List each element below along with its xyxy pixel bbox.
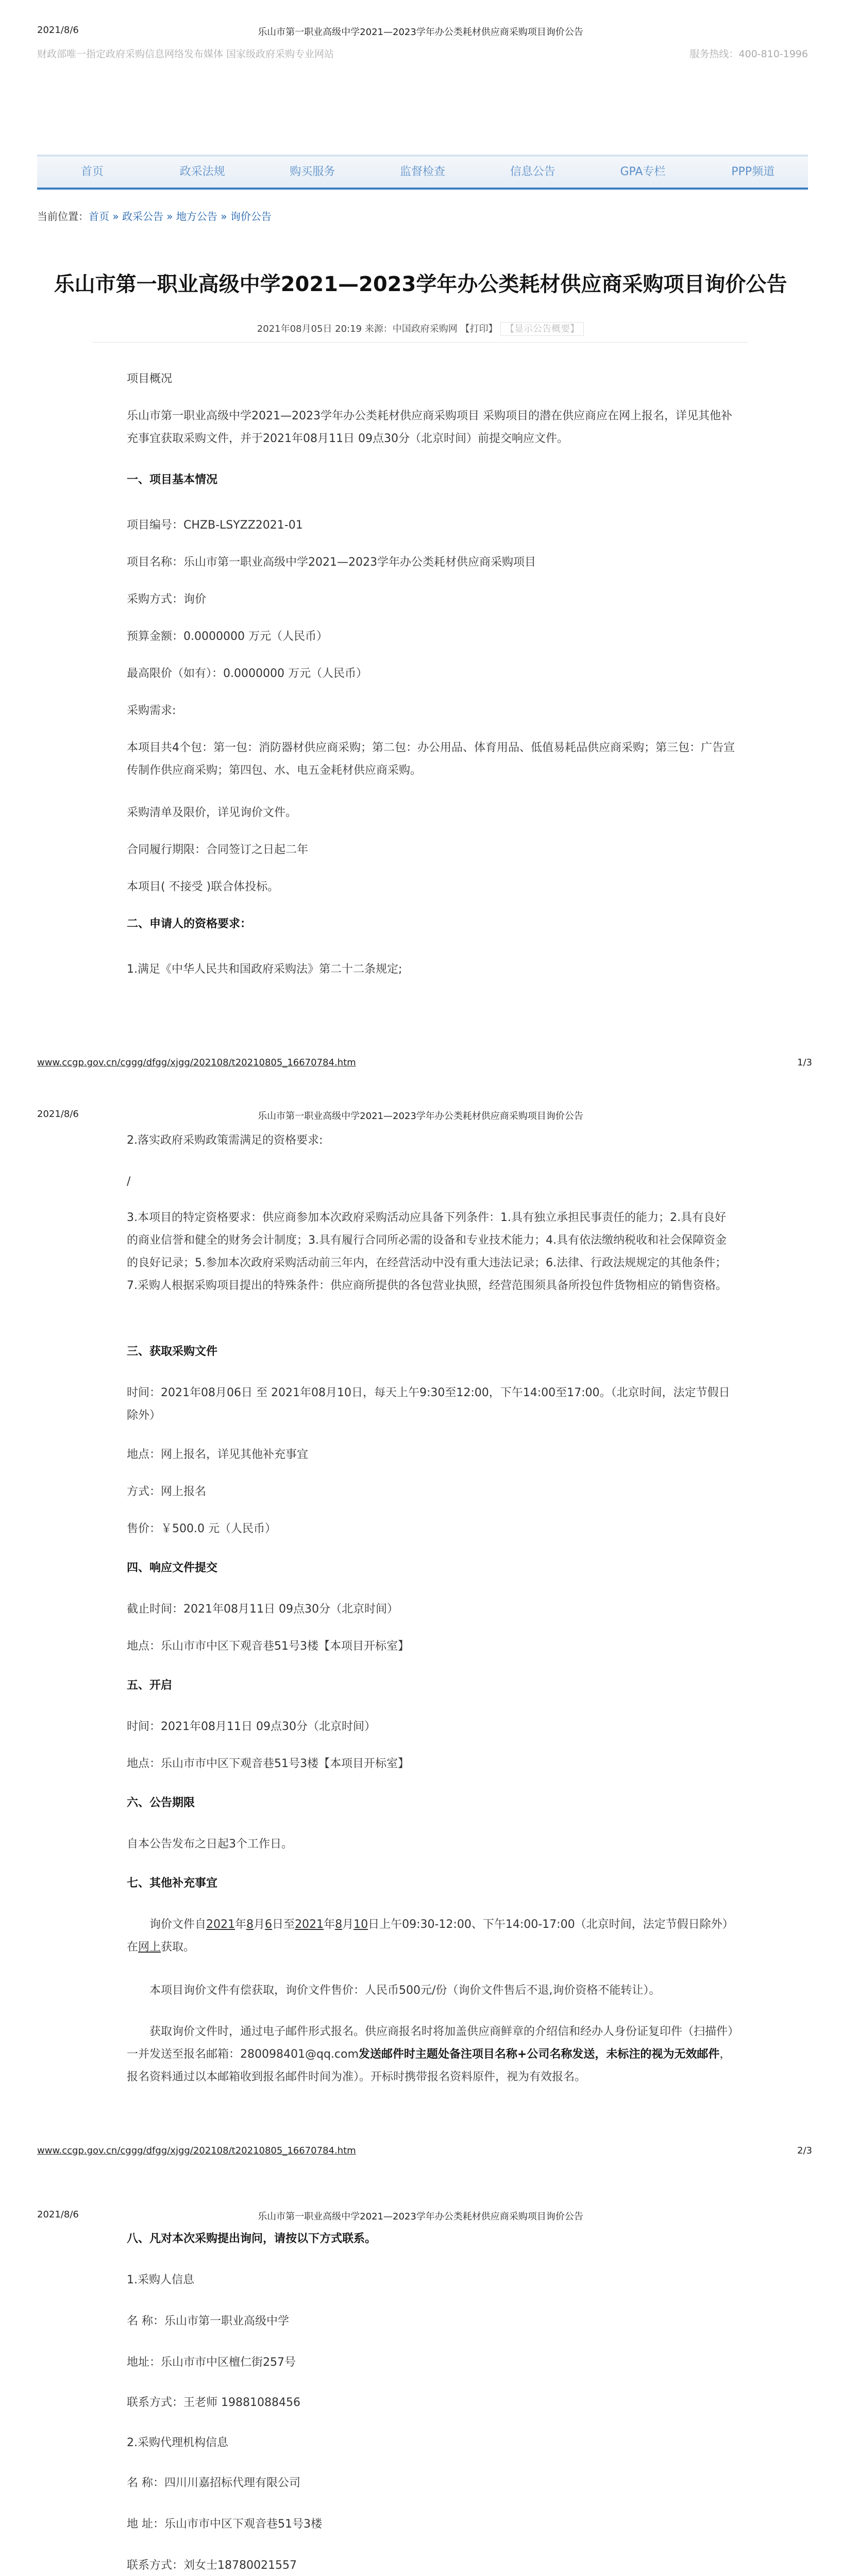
print-page-number: 2/3	[797, 2145, 812, 2156]
summary-button[interactable]: 【显示公告概要】	[500, 322, 584, 336]
para-get-place: 地点：网上报名，详见其他补充事宜	[127, 1448, 309, 1461]
text-fragment: 网上	[138, 1941, 161, 1954]
para-max-price: 最高限价（如有）：0.0000000 万元（人民币）	[127, 667, 367, 680]
para-get-time: 时间：2021年08月06日 至 2021年08月10日，每天上午9:30至12:00，下午14:00至17:00。（北京时间，法定节假日除外）	[127, 1386, 730, 1422]
print-page-2	[0, 1088, 841, 2176]
heading-open: 五、开启	[127, 1679, 173, 1692]
para-registration	[127, 2021, 735, 2089]
para-price-list: 采购清单及限价，详见询价文件。	[127, 806, 297, 819]
para-budget: 预算金额：0.0000000 万元（人民币）	[127, 630, 328, 643]
breadcrumb	[37, 208, 272, 223]
breadcrumb-label: 当前位置：	[37, 210, 89, 223]
heading-get-docs: 三、获取采购文件	[127, 1345, 218, 1358]
print-header	[0, 1109, 841, 1124]
para-open-time: 时间：2021年08月11日 09点30分（北京时间）	[127, 1720, 376, 1733]
article-meta	[0, 321, 841, 335]
para-get-method: 方式：网上报名	[127, 1485, 207, 1498]
main-nav	[37, 155, 808, 190]
nav-item-announcements[interactable]: 信息公告	[510, 165, 556, 178]
meta-text: 2021年08月05日 20:19 来源：中国政府采购网 【打印】	[257, 324, 498, 334]
site-tagline: 财政部唯一指定政府采购信息网络发布媒体 国家级政府采购专业网站	[37, 48, 334, 60]
print-header	[0, 2209, 841, 2225]
text-fragment: 获取。	[161, 1941, 195, 1954]
para-overview-label: 项目概况	[127, 372, 173, 385]
print-header-title: 乐山市第一职业高级中学2021—2023学年办公类耗材供应商采购项目询价公告	[258, 1111, 583, 1122]
para-buyer-name: 名 称：乐山市第一职业高级中学	[127, 2315, 289, 2328]
breadcrumb-home[interactable]: 首页	[89, 210, 109, 223]
text-fragment: 月	[254, 1918, 265, 1931]
para-open-place: 地点：乐山市市中区下观音巷51号3楼【本项目开标室】	[127, 1757, 409, 1770]
text-fragment: 月	[342, 1918, 354, 1931]
para-buyer-label: 1.采购人信息	[127, 2274, 194, 2286]
para-get-price: 售价：￥500.0 元（人民币）	[127, 1522, 276, 1535]
breadcrumb-sep: »	[109, 210, 122, 223]
para-contract-term: 合同履行期限：合同签订之日起二年	[127, 843, 309, 856]
para-qual-1: 1.满足《中华人民共和国政府采购法》第二十二条规定;	[127, 963, 402, 976]
para-consortium: 本项目( 不接受 )联合体投标。	[127, 880, 279, 893]
para-project-no: 项目编号：CHZB-LSYZZ2021-01	[127, 519, 303, 532]
para-demand-label: 采购需求:	[127, 704, 176, 717]
text-fragment: 8	[335, 1918, 343, 1931]
text-fragment: 发送邮件时主题处备注项目名称+公司名称发送，未标注的视为无效邮件	[358, 2048, 720, 2061]
nav-item-ppp[interactable]: PPP频道	[731, 165, 775, 178]
print-footer	[0, 2145, 841, 2161]
para-doc-period	[127, 1913, 735, 1959]
breadcrumb-sep: »	[163, 210, 176, 223]
para-buyer-address: 地址：乐山市市中区檀仁街257号	[127, 2356, 296, 2369]
para-agent-address: 地 址：乐山市市中区下观音巷51号3楼	[127, 2518, 322, 2531]
para-method: 采购方式：询价	[127, 593, 207, 606]
nav-item-services[interactable]: 购买服务	[290, 165, 335, 178]
text-fragment: 年	[324, 1918, 335, 1931]
heading-period: 六、公告期限	[127, 1797, 195, 1809]
para-qual-3: 3.本项目的特定资格要求：供应商参加本次政府采购活动应具备下列条件：1.具有独立承担民事责任的能力；2.具有良好的商业信誉和健全的财务会计制度；3.具有履行合同所必需的设备和专业技术能力；4.具有依法缴纳税收和社会保障资金的良好记录；5.参加本次政府采购活动前三年内，在经营活动中没有重大违法记录；6.法律、行政法规规定的其他条件；7.采购人根据采购项目提出的特殊条件：供应商所提供的各包营业执照，经营范围须具备所投包件货物相应的销售资格。	[127, 1211, 727, 1292]
text-fragment: 年	[235, 1918, 247, 1931]
print-date: 2021/8/6	[37, 1109, 79, 1120]
para-demand: 本项目共4个包：第一包：消防器材供应商采购；第二包：办公用品、体育用品、低值易耗品供应商采购；第三包：广告宣传制作供应商采购；第四包、水、电五金耗材供应商采购。	[127, 741, 735, 777]
heading-submit: 四、响应文件提交	[127, 1562, 218, 1574]
para-project-name: 项目名称：乐山市第一职业高级中学2021—2023学年办公类耗材供应商采购项目	[127, 556, 536, 569]
page-title: 乐山市第一职业高级中学2021—2023学年办公类耗材供应商采购项目询价公告	[54, 273, 787, 296]
print-header	[0, 25, 841, 40]
print-footer	[0, 1057, 841, 1073]
print-page-1	[0, 0, 841, 1088]
text-fragment: 询价文件自	[149, 1918, 207, 1931]
print-url: www.ccgp.gov.cn/cggg/dfgg/xjgg/202108/t20210805_16670784.htm	[37, 2145, 356, 2156]
para-period: 自本公告发布之日起3个工作日。	[127, 1838, 293, 1851]
nav-item-home[interactable]: 首页	[80, 165, 104, 178]
para-agent-label: 2.采购代理机构信息	[127, 2436, 228, 2449]
para-qual-2: 2.落实政府采购政策需满足的资格要求:	[127, 1134, 323, 1147]
para-doc-fee: 本项目询价文件有偿获取，询价文件售价：人民币500元/份（询价文件售后不退,询价资格不能转让）。	[149, 1984, 661, 1997]
print-header-title: 乐山市第一职业高级中学2021—2023学年办公类耗材供应商采购项目询价公告	[258, 27, 583, 38]
para-overview: 乐山市第一职业高级中学2021—2023学年办公类耗材供应商采购项目 采购项目的潜在供应商应在网上报名，详见其他补充事宜获取采购文件，并于2021年08月11日 09点30分（北京时间）前提交响应文件。	[127, 410, 732, 445]
para-agent-name: 名 称：四川川嘉招标代理有限公司	[127, 2477, 300, 2489]
text-fragment: 2021	[295, 1918, 324, 1931]
nav-item-regulations[interactable]: 政采法规	[179, 165, 225, 178]
print-page-3	[0, 2176, 841, 2576]
para-qual-2-value: /	[127, 1175, 131, 1188]
text-fragment: 8	[246, 1918, 254, 1931]
print-header-title: 乐山市第一职业高级中学2021—2023学年办公类耗材供应商采购项目询价公告	[258, 2211, 583, 2222]
print-page-number: 1/3	[797, 1057, 812, 1068]
para-agent-contact: 联系方式：刘女士18780021557	[127, 2559, 297, 2572]
para-buyer-contact: 联系方式：王老师 19881088456	[127, 2396, 300, 2409]
site-hotline: 服务热线：400-810-1996	[689, 48, 808, 60]
breadcrumb-notices[interactable]: 政采公告	[122, 210, 163, 223]
nav-item-supervision[interactable]: 监督检查	[400, 165, 446, 178]
breadcrumb-sep: »	[217, 210, 230, 223]
heading-qualification: 二、申请人的资格要求：	[127, 918, 252, 930]
para-submit-place: 地点：乐山市市中区下观音巷51号3楼【本项目开标室】	[127, 1640, 409, 1653]
heading-basic-info: 一、项目基本情况	[127, 473, 218, 486]
text-fragment: 获取询价文件时，通过电子邮件形式报名。供应商报名时将加盖供应商鲜章的介绍信和经办人身份证复印件（扫描件）一并发送至报名邮箱：280098401@qq.com	[127, 2025, 734, 2061]
para-deadline: 截止时间：2021年08月11日 09点30分（北京时间）	[127, 1603, 398, 1616]
breadcrumb-local[interactable]: 地方公告	[176, 210, 217, 223]
print-date: 2021/8/6	[37, 2209, 79, 2220]
text-fragment: 2021	[206, 1918, 236, 1931]
print-url: www.ccgp.gov.cn/cggg/dfgg/xjgg/202108/t20210805_16670784.htm	[37, 1057, 356, 1068]
text-fragment: ，报名资料通过以本邮箱收到报名邮件时间为准）。开标时携带报名资料原件，视为有效报名。	[127, 2048, 731, 2083]
nav-item-gpa[interactable]: GPA专栏	[620, 165, 666, 178]
print-date: 2021/8/6	[37, 25, 79, 36]
breadcrumb-inquiry[interactable]: 询价公告	[230, 210, 272, 223]
heading-contact: 八、凡对本次采购提出询问，请按以下方式联系。	[127, 2232, 377, 2245]
heading-other: 七、其他补充事宜	[127, 1877, 218, 1890]
text-fragment: 日至	[272, 1918, 295, 1931]
divider	[93, 342, 748, 343]
text-fragment: 6	[265, 1918, 273, 1931]
text-fragment: 日上午09:30-12:00、下午14:00-17:00（北京时间，法定节假日除外）在	[127, 1918, 734, 1954]
text-fragment: 10	[354, 1918, 368, 1931]
